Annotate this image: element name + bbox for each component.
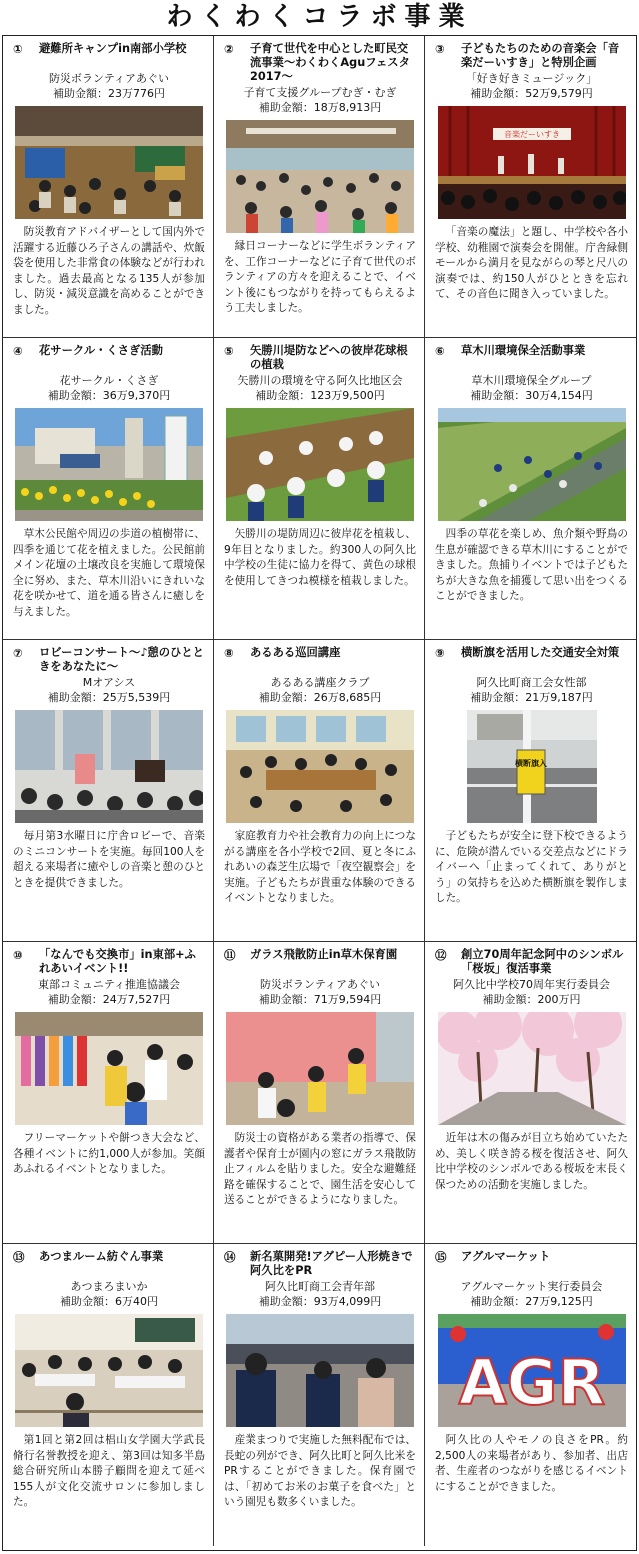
project-organization: 子育て支援グループむぎ・むぎ	[243, 86, 397, 99]
project-number: ①	[13, 42, 23, 56]
project-heading	[435, 948, 628, 976]
project-photo-lobby-concert	[15, 710, 203, 823]
project-amount: 補助金額：71万9,594円	[258, 993, 382, 1006]
project-description: 矢勝川の堤防周辺に彼岸花を植栽し、9年目となりました。約300人の阿久比中学校の生徒に協力を得て、黄色の球根を使用してきつね模様を植栽しました。	[224, 528, 416, 587]
project-title: 子育て世代を中心とした町民交流事業～わくわくAguフェスタ2017～	[250, 42, 410, 83]
project-number: ②	[224, 42, 234, 56]
project-description: 草木公民館や周辺の歩道の植樹帯に、四季を通じて花を植えました。公民館前メイン花壇の土壌改良を実施して環境保全に努め、また、草木川沿いにきれいな花を咲かせて、道を通る皆さんに癒しを与えました。	[13, 528, 205, 618]
project-heading	[224, 646, 416, 674]
project-photo-festa	[226, 120, 414, 233]
project-card-14	[214, 1244, 425, 1546]
project-number: ⑪	[224, 948, 236, 962]
project-organization: 阿久比町商工会青年部	[265, 1280, 375, 1293]
project-card-10	[3, 942, 214, 1244]
project-title: 花サークル・くさぎ活動	[39, 344, 163, 357]
project-heading	[435, 344, 628, 372]
project-heading	[435, 646, 628, 674]
project-description: 「音楽の魔法」と題し、中学校や各小学校、幼稚園で演奏会を開催。庁舎緑側モールから満月を見ながらの琴と尺八の演奏では、約150人がひとときを忘れて、その音色に聞き入っていました。	[435, 226, 628, 300]
project-number: ⑭	[224, 1250, 236, 1264]
project-organization: 東部コミュニティ推進協議会	[38, 978, 180, 991]
project-organization: 防災ボランティアあぐい	[48, 72, 170, 85]
project-title: アグルマーケット	[461, 1250, 551, 1263]
project-amount: 補助金額：21万9,187円	[470, 691, 593, 704]
project-card-4	[3, 338, 214, 640]
project-photo-bulb-planting	[226, 408, 414, 521]
project-title: 「なんでも交換市」in東部+ふれあいイベント!!	[39, 948, 196, 975]
project-amount: 補助金額：23万776円	[53, 87, 165, 100]
project-grid	[2, 35, 637, 1551]
project-description: フリーマーケットや餅つき大会など、各種イベントに約1,000人が参加。笑顔あふれるイベントとなりました。	[13, 1132, 205, 1175]
project-number: ⑮	[435, 1250, 447, 1264]
project-organization: Mオアシス	[82, 676, 136, 689]
project-description: 縁日コーナーなどに学生ボランティアを、工作コーナーなどに子育て世代のボランティアの方々を迎えることで、イベント後にもつながりを持ってもらえるよう工夫しました。	[224, 240, 416, 314]
project-amount: 補助金額：24万7,527円	[47, 993, 171, 1006]
project-number: ⑫	[435, 948, 447, 962]
project-card-15	[425, 1244, 636, 1546]
project-organization: あつまろまいか	[70, 1280, 148, 1293]
agr-sign-text: AGR	[458, 1346, 605, 1419]
project-number: ⑧	[224, 646, 234, 660]
project-photo-flowerbed	[15, 408, 203, 521]
project-description: 家庭教育力や社会教育力の向上につながる講座を各小学校で2回、夏と冬にふれあいの森芝生広場で「夜空観察会」を実施。子どもたちが貴重な体験のできるイベントとなりました。	[224, 830, 416, 904]
stage-banner-text: 音楽だーいすき	[503, 130, 560, 139]
project-photo-crossing-flag	[467, 710, 597, 823]
project-description: 毎月第3水曜日に庁舎ロビーで、音楽のミニコンサートを実施。毎回100人を超える来場者に癒やしの音楽と憩のひとときを提供できました。	[13, 830, 205, 889]
project-title: ガラス飛散防止in草木保育園	[250, 948, 398, 961]
project-card-3	[425, 36, 636, 338]
project-amount: 補助金額：93万4,099円	[258, 1295, 382, 1308]
project-number: ⑬	[13, 1250, 25, 1264]
project-number: ⑥	[435, 344, 445, 358]
project-photo-gym-camp	[15, 106, 203, 219]
project-amount: 補助金額：123万9,500円	[255, 389, 385, 402]
project-title: ロビーコンサート～♪憩のひとときをあなたに～	[39, 646, 204, 673]
project-card-6	[425, 338, 636, 640]
project-photo-classroom-workshop	[226, 710, 414, 823]
project-card-11	[214, 942, 425, 1244]
project-amount: 補助金額：200万円	[482, 993, 581, 1006]
project-description: 産業まつりで実施した無料配布では、長蛇の列ができ、阿久比町と阿久比米をPRすることができました。保育園では、「初めてお米のお菓子を食べた」という園児も数多くいました。	[224, 1434, 416, 1508]
project-organization: 防災ボランティアあぐい	[259, 978, 381, 991]
project-photo-festival-booth	[226, 1314, 414, 1427]
project-title: 横断旗を活用した交通安全対策	[461, 646, 620, 659]
project-photo-window-film	[226, 1012, 414, 1125]
project-description: 四季の草花を楽しめ、魚介類や野鳥の生息が確認できる草木川にすることができました。魚捕りイベントでは子どもたちが大きな魚を捕獲して思い出をつくることができました。	[435, 528, 628, 602]
project-card-1	[3, 36, 214, 338]
project-card-5	[214, 338, 425, 640]
project-card-9	[425, 640, 636, 942]
project-title: 矢勝川堤防などへの彼岸花球根の植栽	[250, 344, 408, 371]
project-card-2	[214, 36, 425, 338]
project-organization: 矢勝川の環境を守る阿久比地区会	[237, 374, 403, 387]
project-number: ③	[435, 42, 445, 56]
project-card-7	[3, 640, 214, 942]
page-title: わくわくコラボ事業	[166, 2, 473, 32]
project-organization: 「好き好きミュージック」	[465, 72, 598, 85]
project-organization: あるある講座クラブ	[270, 676, 370, 689]
project-title: 創立70周年記念阿中のシンボル「桜坂」復活事業	[461, 948, 624, 975]
project-photo-river-cleanup	[438, 408, 626, 521]
project-description: 第1回と第2回は椙山女学園大学武長脩行名誉教授を迎え、第3回は知多半島総合研究所山本勝子顧問を迎えて延べ155人が文化交流サロンに参加しました。	[13, 1434, 205, 1508]
project-heading	[435, 1250, 628, 1278]
project-heading	[435, 42, 628, 70]
flag-sign-text: 横断旗入	[514, 759, 547, 768]
project-description: 防災教育アドバイザーとして国内外で活躍する近藤ひろ子さんの講話や、炊飯袋を使用した非常食の体験などが行われました。過去最高となる135人が参加し、防災・減災意識を高めることができました。	[13, 226, 205, 316]
project-heading	[224, 42, 416, 84]
project-heading	[224, 344, 416, 372]
project-heading	[13, 646, 205, 674]
project-card-8	[214, 640, 425, 942]
project-organization: 草木川環境保全グループ	[471, 374, 592, 387]
project-photo-concert-stage	[438, 106, 626, 219]
project-title: あるある巡回講座	[250, 646, 341, 659]
project-title: 草木川環境保全活動事業	[461, 344, 586, 357]
project-title: あつまルーム紡ぐん事業	[39, 1250, 164, 1263]
project-photo-salon	[15, 1314, 203, 1427]
project-photo-cherry-slope	[438, 1012, 626, 1125]
project-number: ⑨	[435, 646, 445, 660]
project-heading	[13, 1250, 205, 1278]
project-photo-agr-sign	[438, 1314, 626, 1427]
project-amount: 補助金額：6万40円	[60, 1295, 158, 1308]
project-heading	[224, 1250, 416, 1278]
project-heading	[13, 42, 205, 70]
project-amount: 補助金額：18万8,913円	[258, 101, 382, 114]
project-title: 子どもたちのための音楽会「音楽だーいすき」と特別企画	[461, 42, 620, 69]
project-description: 近年は木の傷みが目立ち始めていたため、美しく咲き誇る桜を復活させ、阿久比中学校のシンボルである桜坂を末長く保つための活動を実施しました。	[435, 1132, 628, 1191]
project-organization: アグルマーケット実行委員会	[460, 1280, 603, 1293]
project-card-12	[425, 942, 636, 1244]
project-amount: 補助金額：52万9,579円	[470, 87, 593, 100]
project-heading	[224, 948, 416, 976]
project-organization: 阿久比町商工会女性部	[476, 676, 587, 689]
project-amount: 補助金額：30万4,154円	[470, 389, 593, 402]
project-amount: 補助金額：27万9,125円	[470, 1295, 593, 1308]
project-organization: 阿久比中学校70周年実行委員会	[453, 978, 610, 991]
project-description: 防災士の資格がある業者の指導で、保護者や保育士が園内の窓にガラス飛散防止フィルムを貼りました。安全な避難経路を確保することで、園生活を安心して送ることができるようになりました。	[224, 1132, 416, 1206]
project-title: 避難所キャンプin南部小学校	[39, 42, 187, 55]
project-title: 新名菓開発!アグピー人形焼きで阿久比をPR	[250, 1250, 413, 1277]
project-heading	[13, 948, 205, 976]
project-description: 子どもたちが安全に登下校できるように、危険が潜んでいる交差点などにドライバーへ「止まってくれて、ありがとう」の気持ちを込めた横断旗を製作しました。	[435, 830, 628, 904]
project-amount: 補助金額：36万9,370円	[47, 389, 171, 402]
project-number: ④	[13, 344, 23, 358]
project-photo-flea-market	[15, 1012, 203, 1125]
project-heading	[13, 344, 205, 372]
project-description: 阿久比の人やモノの良さをPR。約2,500人の来場者があり、参加者、出店者、生産者のつながりを感じるイベントにすることができました。	[435, 1434, 628, 1493]
project-organization: 花サークル・くさぎ	[59, 374, 159, 387]
project-card-13	[3, 1244, 214, 1546]
project-amount: 補助金額：25万5,539円	[47, 691, 171, 704]
project-number: ⑩	[13, 948, 23, 962]
project-amount: 補助金額：26万8,685円	[258, 691, 382, 704]
project-number: ⑤	[224, 344, 234, 358]
project-number: ⑦	[13, 646, 23, 660]
